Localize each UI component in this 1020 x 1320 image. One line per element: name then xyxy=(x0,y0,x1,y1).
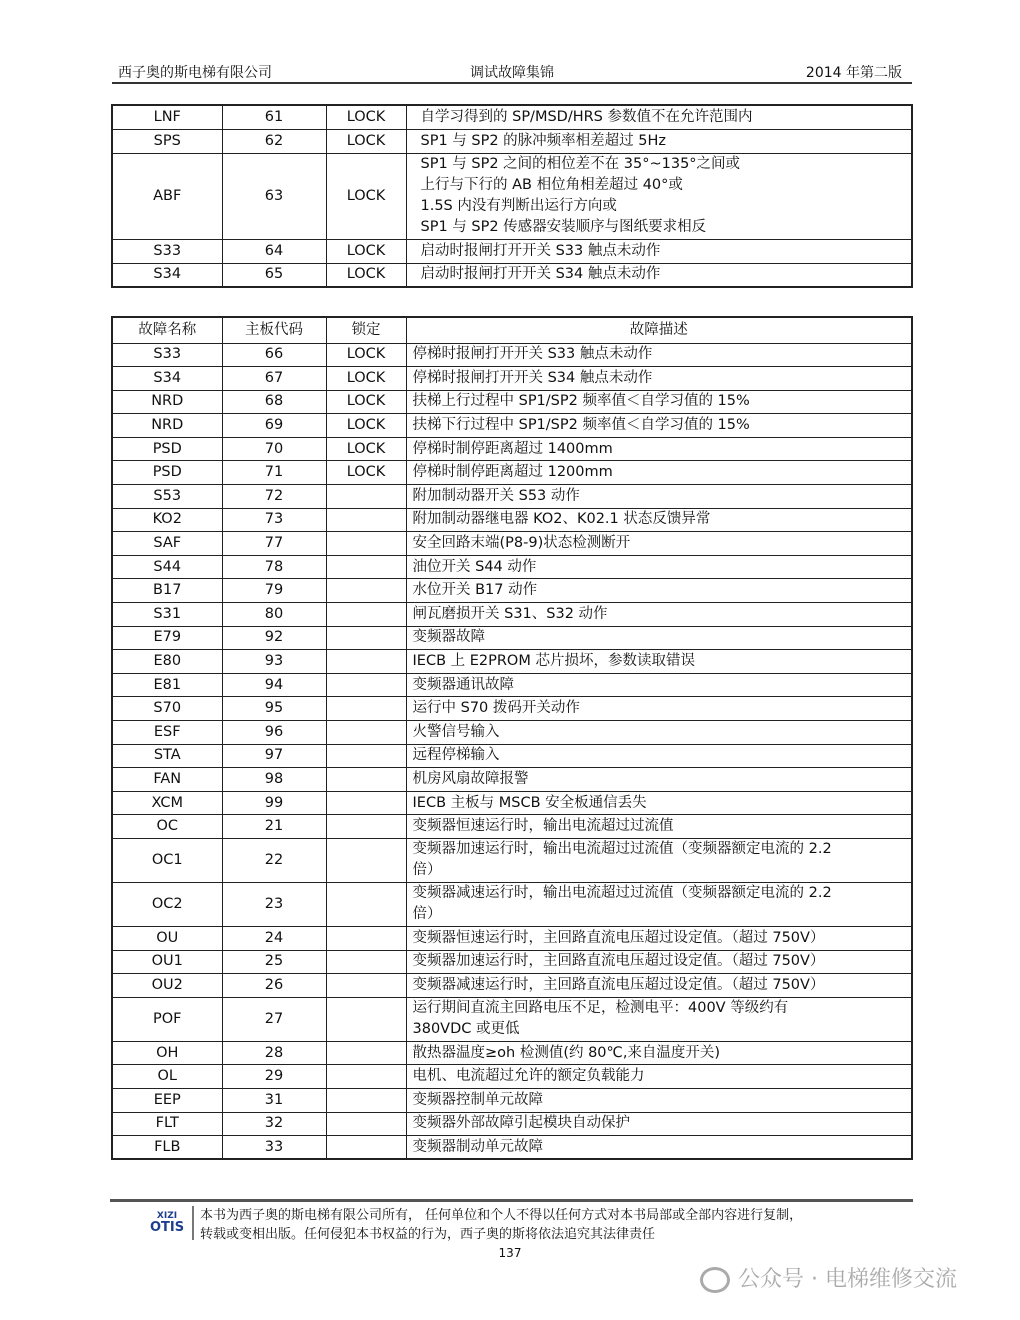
lock-cell xyxy=(326,532,406,556)
fault-table-body xyxy=(112,343,912,1159)
fault-name-cell: OU1 xyxy=(112,950,222,974)
fault-description-cell xyxy=(406,153,912,239)
fault-name-cell: POF xyxy=(112,997,222,1041)
fault-description-cell xyxy=(406,129,912,153)
description-line: 运行中 S70 拨码开关动作 xyxy=(412,700,580,717)
board-code-cell: 21 xyxy=(222,815,326,839)
description-line: 上行与下行的 AB 相位角相差超过 40°或 xyxy=(420,177,683,193)
board-code-cell: 77 xyxy=(222,532,326,556)
board-code-cell: 25 xyxy=(222,950,326,974)
fault-description-cell xyxy=(406,367,912,391)
board-code-cell: 28 xyxy=(222,1041,326,1065)
board-code-cell: 95 xyxy=(222,697,326,721)
description-line: 散热器温度≥oh 检测值(约 80℃,来自温度开关) xyxy=(412,1044,721,1061)
description-line: 火警信号输入 xyxy=(412,723,500,740)
fault-name-cell: OU2 xyxy=(112,974,222,998)
board-code-cell: 72 xyxy=(222,485,326,509)
board-code-cell: 80 xyxy=(222,603,326,627)
table-row xyxy=(112,974,912,998)
lock-cell xyxy=(326,555,406,579)
copyright-line-2: 转载或变相出版。任何侵犯本书权益的行为，西子奥的斯将依法追究其法律责任 xyxy=(200,1227,656,1242)
fault-name-cell: EEP xyxy=(112,1088,222,1112)
board-code-cell: 22 xyxy=(222,838,326,882)
lock-cell xyxy=(326,1088,406,1112)
table-row xyxy=(112,997,912,1041)
fault-description-cell xyxy=(406,603,912,627)
footer-separator xyxy=(192,1206,194,1240)
description-line: SP1 与 SP2 的脉冲频率相差超过 5Hz xyxy=(420,132,667,149)
fault-description-cell xyxy=(406,997,912,1041)
board-code-cell: 26 xyxy=(222,974,326,998)
page-header xyxy=(112,60,912,84)
description-line: 启动时报闸打开开关 S33 触点未动作 xyxy=(420,242,661,259)
table-row xyxy=(112,838,912,882)
table-row xyxy=(112,129,912,153)
description-line: 闸瓦磨损开关 S31、S32 动作 xyxy=(412,605,608,622)
header-company: 西子奥的斯电梯有限公司 xyxy=(118,65,272,81)
fault-name-cell: B17 xyxy=(112,579,222,603)
fault-name-cell: SPS xyxy=(112,129,222,153)
lock-cell: LOCK xyxy=(326,153,406,239)
description-line: 附加制动器继电器 KO2、K02.1 状态反馈异常 xyxy=(412,511,711,528)
lock-cell: LOCK xyxy=(326,129,406,153)
fault-name-cell: OC2 xyxy=(112,882,222,926)
fault-description-cell xyxy=(406,1112,912,1136)
board-code-cell: 67 xyxy=(222,367,326,391)
fault-name-cell: NRD xyxy=(112,414,222,438)
col-header-lock: 锁定 xyxy=(326,317,406,343)
fault-name-cell: FLB xyxy=(112,1136,222,1160)
lock-cell xyxy=(326,744,406,768)
fault-name-cell: S31 xyxy=(112,603,222,627)
fault-name-cell: E80 xyxy=(112,650,222,674)
lock-cell xyxy=(326,603,406,627)
col-header-name: 故障名称 xyxy=(112,317,222,343)
description-line: 油位开关 S44 动作 xyxy=(412,558,537,575)
fault-name-cell: NRD xyxy=(112,390,222,414)
table-row xyxy=(112,1112,912,1136)
table-row xyxy=(112,437,912,461)
description-line: 自学习得到的 SP/MSD/HRS 参数值不在允许范围内 xyxy=(420,108,753,125)
fault-name-cell: OC xyxy=(112,815,222,839)
fault-description-cell xyxy=(406,555,912,579)
table-row xyxy=(112,263,912,287)
lock-cell: LOCK xyxy=(326,105,406,129)
lock-cell xyxy=(326,697,406,721)
board-code-cell: 23 xyxy=(222,882,326,926)
description-line: IECB 上 E2PROM 芯片损坏，参数读取错误 xyxy=(412,653,695,670)
description-line: 变频器加速运行时，输出电流超过过流值（变频器额定电流的 2.2 xyxy=(412,841,832,858)
table-row xyxy=(112,239,912,263)
fault-name-cell: FAN xyxy=(112,768,222,792)
lock-cell xyxy=(326,1065,406,1089)
lock-cell xyxy=(326,882,406,926)
board-code-cell: 71 xyxy=(222,461,326,485)
fault-table xyxy=(111,316,913,1160)
table-row xyxy=(112,532,912,556)
table-row xyxy=(112,367,912,391)
lock-cell xyxy=(326,997,406,1041)
fault-table-continued-body xyxy=(112,105,912,287)
description-line: 停梯时报闸打开开关 S33 触点未动作 xyxy=(412,346,653,363)
lock-cell: LOCK xyxy=(326,461,406,485)
fault-name-cell: SAF xyxy=(112,532,222,556)
description-line: 扶梯下行过程中 SP1/SP2 频率值＜自学习值的 15% xyxy=(412,417,750,434)
lock-cell xyxy=(326,926,406,950)
board-code-cell: 69 xyxy=(222,414,326,438)
fault-name-cell: OC1 xyxy=(112,838,222,882)
header-edition: 2014 年第二版 xyxy=(805,65,902,81)
table-row xyxy=(112,414,912,438)
fault-name-cell: S70 xyxy=(112,697,222,721)
table-row xyxy=(112,461,912,485)
board-code-cell: 94 xyxy=(222,673,326,697)
board-code-cell: 97 xyxy=(222,744,326,768)
fault-description-cell xyxy=(406,239,912,263)
description-line: 变频器加速运行时，主回路直流电压超过设定值。（超过 750V） xyxy=(412,953,825,970)
fault-description-cell xyxy=(406,485,912,509)
fault-name-cell: OL xyxy=(112,1065,222,1089)
board-code-cell: 68 xyxy=(222,390,326,414)
description-line: 变频器减速运行时，主回路直流电压超过设定值。（超过 750V） xyxy=(412,976,825,993)
table-row xyxy=(112,1136,912,1160)
fault-name-cell: OU xyxy=(112,926,222,950)
lock-cell: LOCK xyxy=(326,367,406,391)
lock-cell xyxy=(326,950,406,974)
board-code-cell: 29 xyxy=(222,1065,326,1089)
copyright-line-1: 本书为西子奥的斯电梯有限公司所有， 任何单位和个人不得以任何方式对本书局部或全部内容进行复制， xyxy=(200,1208,803,1223)
table-row xyxy=(112,626,912,650)
board-code-cell: 65 xyxy=(222,263,326,287)
copyright-notice xyxy=(200,1206,915,1244)
table-row xyxy=(112,673,912,697)
col-header-desc: 故障描述 xyxy=(406,317,912,343)
board-code-cell: 70 xyxy=(222,437,326,461)
table-row xyxy=(112,768,912,792)
wechat-icon xyxy=(700,1267,730,1293)
description-line: 变频器制动单元故障 xyxy=(412,1138,543,1155)
lock-cell xyxy=(326,1041,406,1065)
fault-description-cell xyxy=(406,508,912,532)
description-line: SP1 与 SP2 之间的相位差不在 35°~135°之间或 xyxy=(420,156,741,172)
fault-name-cell: ESF xyxy=(112,721,222,745)
board-code-cell: 27 xyxy=(222,997,326,1041)
table-row xyxy=(112,815,912,839)
description-line: 380VDC 或更低 xyxy=(412,1021,520,1038)
description-line: 变频器减速运行时，输出电流超过过流值（变频器额定电流的 2.2 xyxy=(412,885,832,902)
board-code-cell: 33 xyxy=(222,1136,326,1160)
fault-description-cell xyxy=(406,744,912,768)
table-header-row xyxy=(112,317,912,343)
board-code-cell: 31 xyxy=(222,1088,326,1112)
description-line: 水位开关 B17 动作 xyxy=(412,582,538,599)
description-line: 扶梯上行过程中 SP1/SP2 频率值＜自学习值的 15% xyxy=(412,393,750,410)
board-code-cell: 78 xyxy=(222,555,326,579)
fault-name-cell: FLT xyxy=(112,1112,222,1136)
board-code-cell: 79 xyxy=(222,579,326,603)
fault-description-cell xyxy=(406,437,912,461)
fault-description-cell xyxy=(406,105,912,129)
lock-cell xyxy=(326,508,406,532)
fault-description-cell xyxy=(406,882,912,926)
fault-description-cell xyxy=(406,414,912,438)
table-row xyxy=(112,579,912,603)
logo-xizi: XIZI xyxy=(156,1211,178,1221)
logo-otis: OTIS xyxy=(149,1220,185,1235)
lock-cell xyxy=(326,815,406,839)
fault-name-cell: E79 xyxy=(112,626,222,650)
table-row xyxy=(112,508,912,532)
fault-description-cell xyxy=(406,626,912,650)
lock-cell: LOCK xyxy=(326,343,406,367)
fault-name-cell: E81 xyxy=(112,673,222,697)
table-row xyxy=(112,555,912,579)
fault-description-cell xyxy=(406,263,912,287)
fault-name-cell: S53 xyxy=(112,485,222,509)
board-code-cell: 66 xyxy=(222,343,326,367)
description-line: 停梯时报闸打开开关 S34 触点未动作 xyxy=(412,369,653,386)
fault-description-cell xyxy=(406,461,912,485)
lock-cell xyxy=(326,768,406,792)
board-code-cell: 62 xyxy=(222,129,326,153)
description-line: 变频器外部故障引起模块自动保护 xyxy=(412,1115,630,1132)
description-line: 变频器恒速运行时，主回路直流电压超过设定值。（超过 750V） xyxy=(412,929,825,946)
table-row xyxy=(112,882,912,926)
page-number: 137 xyxy=(498,1246,522,1260)
table-row xyxy=(112,721,912,745)
board-code-cell: 32 xyxy=(222,1112,326,1136)
lock-cell: LOCK xyxy=(326,263,406,287)
fault-table-continued xyxy=(111,104,913,288)
fault-description-cell xyxy=(406,950,912,974)
description-line: 变频器故障 xyxy=(412,629,485,646)
fault-name-cell: ABF xyxy=(112,153,222,239)
table-row xyxy=(112,343,912,367)
fault-description-cell xyxy=(406,974,912,998)
table-row xyxy=(112,485,912,509)
board-code-cell: 92 xyxy=(222,626,326,650)
fault-description-cell xyxy=(406,532,912,556)
table-row xyxy=(112,153,912,239)
fault-description-cell xyxy=(406,650,912,674)
header-title: 调试故障集锦 xyxy=(470,65,554,81)
description-line: 启动时报闸打开开关 S34 触点未动作 xyxy=(420,266,661,283)
board-code-cell: 73 xyxy=(222,508,326,532)
fault-description-cell xyxy=(406,791,912,815)
fault-description-cell xyxy=(406,697,912,721)
table-row xyxy=(112,1041,912,1065)
fault-name-cell: S44 xyxy=(112,555,222,579)
watermark-text: 公众号 · 电梯维修交流 xyxy=(738,1267,957,1292)
fault-name-cell: OH xyxy=(112,1041,222,1065)
fault-description-cell xyxy=(406,673,912,697)
table-row xyxy=(112,105,912,129)
fault-description-cell xyxy=(406,390,912,414)
table-row xyxy=(112,650,912,674)
lock-cell xyxy=(326,1136,406,1160)
table-row xyxy=(112,390,912,414)
lock-cell xyxy=(326,974,406,998)
fault-name-cell: XCM xyxy=(112,791,222,815)
fault-name-cell: LNF xyxy=(112,105,222,129)
description-line: 变频器控制单元故障 xyxy=(412,1091,543,1108)
table-row xyxy=(112,603,912,627)
table-row xyxy=(112,697,912,721)
board-code-cell: 99 xyxy=(222,791,326,815)
description-line: 附加制动器开关 S53 动作 xyxy=(412,487,580,504)
board-code-cell: 93 xyxy=(222,650,326,674)
description-line: 安全回路末端(P8-9)状态检测断开 xyxy=(412,535,631,552)
fault-description-cell xyxy=(406,579,912,603)
description-line: 变频器恒速运行时，输出电流超过过流值 xyxy=(412,818,674,835)
description-line: 停梯时制停距离超过 1200mm xyxy=(412,464,613,481)
fault-description-cell xyxy=(406,768,912,792)
fault-name-cell: S33 xyxy=(112,343,222,367)
fault-description-cell xyxy=(406,721,912,745)
lock-cell xyxy=(326,673,406,697)
fault-name-cell: PSD xyxy=(112,461,222,485)
board-code-cell: 98 xyxy=(222,768,326,792)
board-code-cell: 24 xyxy=(222,926,326,950)
lock-cell: LOCK xyxy=(326,437,406,461)
description-line: 倍） xyxy=(412,862,442,879)
fault-name-cell: KO2 xyxy=(112,508,222,532)
lock-cell xyxy=(326,721,406,745)
lock-cell xyxy=(326,485,406,509)
description-line: 远程停梯输入 xyxy=(412,747,500,764)
fault-description-cell xyxy=(406,1088,912,1112)
fault-description-cell xyxy=(406,1136,912,1160)
description-line: IECB 主板与 MSCB 安全板通信丢失 xyxy=(412,794,647,811)
table-row xyxy=(112,744,912,768)
description-line: 电机、电流超过允许的额定负载能力 xyxy=(412,1068,645,1085)
description-line: 停梯时制停距离超过 1400mm xyxy=(412,440,613,457)
lock-cell: LOCK xyxy=(326,239,406,263)
lock-cell xyxy=(326,791,406,815)
fault-name-cell: STA xyxy=(112,744,222,768)
description-line: 倍） xyxy=(412,906,442,923)
fault-description-cell xyxy=(406,1041,912,1065)
fault-description-cell xyxy=(406,815,912,839)
lock-cell xyxy=(326,579,406,603)
footer-divider xyxy=(110,1199,913,1202)
fault-description-cell xyxy=(406,838,912,882)
table-row xyxy=(112,926,912,950)
description-line: 变频器通讯故障 xyxy=(412,676,514,693)
description-line: 运行期间直流主回路电压不足，检测电平：400V 等级约有 xyxy=(412,1000,789,1017)
lock-cell: LOCK xyxy=(326,414,406,438)
table-row xyxy=(112,1065,912,1089)
description-line: 机房风扇故障报警 xyxy=(412,770,529,787)
fault-name-cell: S34 xyxy=(112,367,222,391)
description-line: SP1 与 SP2 传感器安装顺序与图纸要求相反 xyxy=(420,219,707,235)
watermark xyxy=(700,1262,957,1293)
board-code-cell: 61 xyxy=(222,105,326,129)
lock-cell xyxy=(326,838,406,882)
col-header-code: 主板代码 xyxy=(222,317,326,343)
lock-cell: LOCK xyxy=(326,390,406,414)
description-line: 1.5S 内没有判断出运行方向或 xyxy=(420,198,617,214)
xizi-otis-logo xyxy=(146,1210,188,1234)
lock-cell xyxy=(326,626,406,650)
board-code-cell: 63 xyxy=(222,153,326,239)
fault-name-cell: S33 xyxy=(112,239,222,263)
lock-cell xyxy=(326,650,406,674)
lock-cell xyxy=(326,1112,406,1136)
table-row xyxy=(112,791,912,815)
fault-description-cell xyxy=(406,926,912,950)
fault-description-cell xyxy=(406,1065,912,1089)
board-code-cell: 96 xyxy=(222,721,326,745)
fault-name-cell: S34 xyxy=(112,263,222,287)
fault-name-cell: PSD xyxy=(112,437,222,461)
board-code-cell: 64 xyxy=(222,239,326,263)
table-row xyxy=(112,1088,912,1112)
fault-description-cell xyxy=(406,343,912,367)
table-row xyxy=(112,950,912,974)
